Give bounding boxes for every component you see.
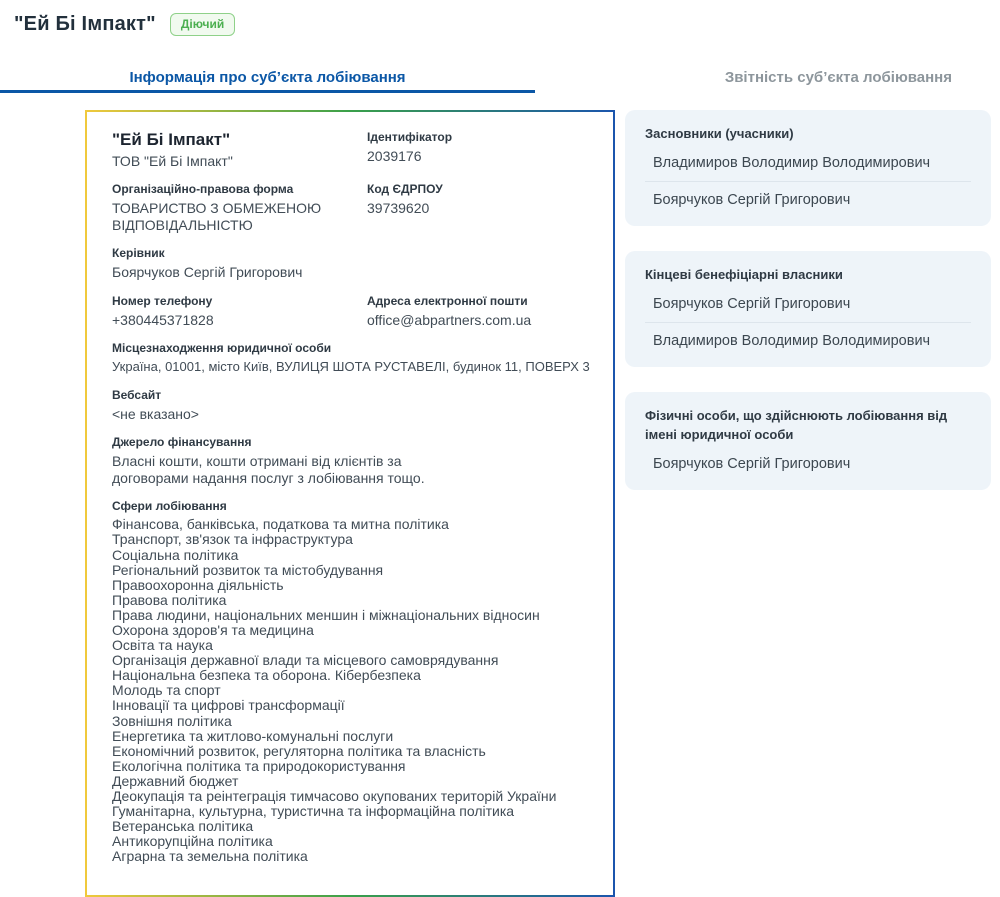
beneficiaries-title: Кінцеві бенефіціарні власники	[645, 267, 843, 283]
founders-card	[625, 110, 991, 226]
sphere-item: Молодь та спорт	[112, 682, 221, 699]
head-label: Керівник	[112, 246, 165, 261]
person-name: Боярчуков Сергій Григорович	[653, 455, 851, 472]
address-value: Україна, 01001, місто Київ, ВУЛИЦЯ ШОТА РУСТАВЕЛІ, будинок 11, ПОВЕРХ 3	[112, 359, 590, 375]
sphere-item: Права людини, національних меншин і міжнаціональних відносин	[112, 606, 540, 623]
edrpou-value: 39739620	[367, 200, 430, 217]
sphere-item: Екологічна політика та природокористування	[112, 757, 406, 774]
related-persons-sidebar	[625, 110, 991, 515]
person-name: Владимиров Володимир Володимирович	[653, 333, 931, 350]
funding-label: Джерело фінансування	[112, 435, 252, 450]
individuals-list	[645, 446, 971, 482]
founders-list	[645, 145, 971, 218]
person-name: Владимиров Володимир Володимирович	[645, 145, 971, 182]
field-funding	[112, 435, 588, 486]
sphere-item: Правова політика	[112, 591, 227, 608]
sphere-item: Охорона здоров'я та медицина	[112, 621, 314, 638]
tab-subject-reports[interactable]: Звітність суб’єкта лобіювання	[724, 69, 952, 86]
field-org-form	[112, 182, 357, 233]
email-label: Адреса електронної пошти	[367, 293, 528, 308]
entity-short-name: "Ей Бі Імпакт"	[112, 130, 231, 149]
field-spheres	[112, 499, 588, 864]
tab-subject-info[interactable]: Інформація про суб’єкта лобіювання	[0, 69, 535, 93]
field-website	[112, 388, 588, 423]
sphere-item: Національна безпека та оборона. Кібербезпека	[112, 667, 421, 684]
field-name	[112, 130, 357, 169]
sphere-item: Ветеранська політика	[112, 818, 254, 835]
org-form-label: Організаційно-правова форма	[112, 182, 294, 197]
entity-header	[0, 0, 1000, 36]
funding-value: Власні кошти, кошти отримані від клієнтів за договорами надання послуг з лобіювання тощо.	[112, 453, 425, 486]
field-phone	[112, 294, 357, 329]
edrpou-label: Код ЄДРПОУ	[367, 182, 443, 197]
sphere-item: Організація державної влади та місцевого самоврядування	[112, 652, 499, 669]
subject-info-card	[85, 110, 615, 897]
identifier-label: Ідентифікатор	[367, 130, 453, 144]
row-orgform-edrpou	[112, 182, 588, 233]
sphere-item: Аграрна та земельна політика	[112, 848, 308, 865]
website-label: Вебсайт	[112, 387, 162, 402]
sphere-item: Соціальна політика	[112, 546, 239, 563]
sphere-item: Зовнішня політика	[112, 712, 232, 729]
sphere-item: Гуманітарна, культурна, туристична та інформаційна політика	[112, 803, 515, 820]
sphere-item: Правоохоронна діяльність	[112, 576, 284, 593]
address-label: Місцезнаходження юридичної особи	[112, 341, 332, 356]
field-email	[367, 294, 588, 329]
field-identifier	[367, 130, 588, 169]
email-value: office@abpartners.com.ua	[367, 311, 532, 328]
sphere-item: Державний бюджет	[112, 772, 239, 789]
person-name: Боярчуков Сергій Григорович	[645, 286, 971, 323]
field-edrpou	[367, 182, 588, 233]
org-form-value: ТОВАРИСТВО З ОБМЕЖЕНОЮ ВІДПОВІДАЛЬНІСТЮ	[112, 200, 322, 233]
phone-value: +380445371828	[112, 311, 214, 328]
head-value: Боярчуков Сергій Григорович	[112, 264, 303, 281]
sphere-item: Антикорупційна політика	[112, 833, 273, 850]
website-value: <не вказано>	[112, 405, 199, 422]
row-phone-email	[112, 294, 588, 329]
sphere-item: Економічний розвиток, регуляторна політика та власність	[112, 742, 486, 759]
beneficiaries-card	[625, 251, 991, 367]
sphere-item: Транспорт, зв'язок та інфраструктура	[112, 531, 353, 548]
person-name: Боярчуков Сергій Григорович	[653, 192, 851, 209]
sphere-item: Деокупація та реінтеграція тимчасово окупованих територій України	[112, 788, 557, 805]
sphere-item: Освіта та наука	[112, 637, 213, 654]
individuals-title: Фізичні особи, що здійснюють лобіювання від імені юридичної особи	[645, 408, 948, 442]
sphere-item: Енергетика та житлово-комунальні послуги	[112, 727, 394, 744]
spheres-list	[112, 517, 588, 864]
sphere-item: Інновації та цифрові трансформації	[112, 697, 345, 714]
entity-full-name: ТОВ "Ей Бі Імпакт"	[112, 153, 233, 170]
beneficiaries-list	[645, 286, 971, 359]
individuals-card	[625, 392, 991, 489]
page-title: "Ей Бі Імпакт"	[14, 13, 156, 35]
identifier-value: 2039176	[367, 148, 422, 164]
tab-bar	[0, 69, 1000, 93]
phone-label: Номер телефону	[112, 293, 213, 308]
spheres-label: Сфери лобіювання	[112, 499, 227, 514]
row-name-identifier	[112, 130, 588, 169]
status-badge: Діючий	[170, 13, 235, 35]
founders-title: Засновники (учасники)	[645, 126, 794, 141]
field-address	[112, 341, 588, 374]
sphere-item: Регіональний розвиток та містобудування	[112, 561, 384, 578]
sphere-item: Фінансова, банківська, податкова та митна політика	[112, 516, 449, 533]
field-head	[112, 246, 588, 281]
content	[0, 110, 1000, 897]
